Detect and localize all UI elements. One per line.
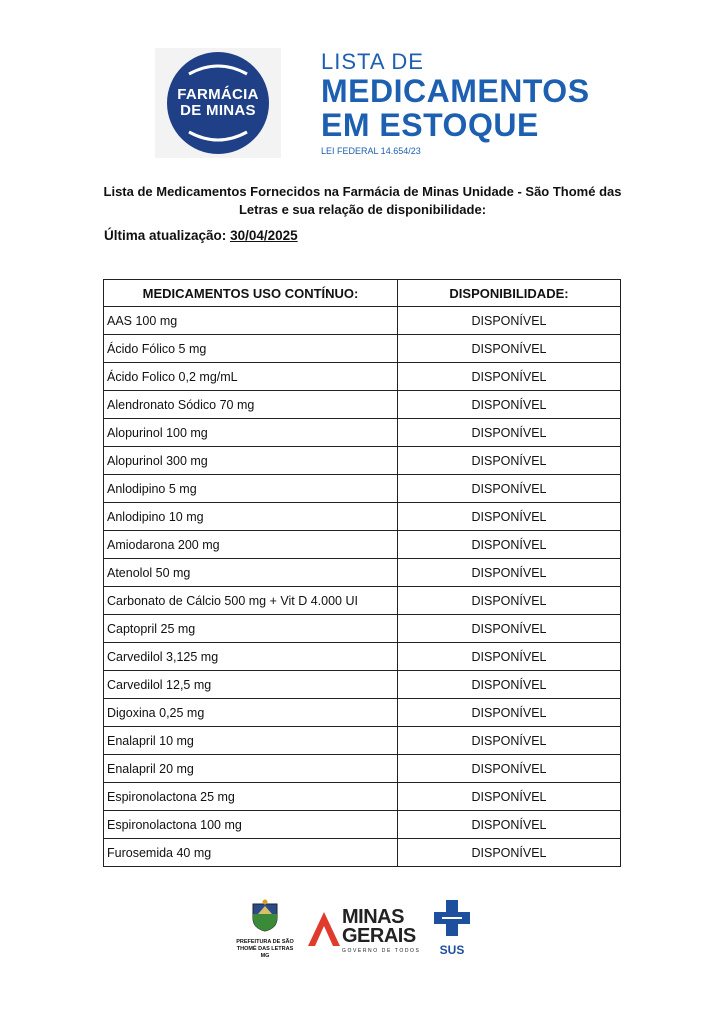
last-update <box>104 228 298 243</box>
availability-status: DISPONÍVEL <box>398 615 621 643</box>
title-line-3: EM ESTOQUE <box>321 107 539 143</box>
table-row <box>104 475 621 503</box>
law-reference: LEI FEDERAL 14.654/23 <box>321 146 421 156</box>
availability-status: DISPONÍVEL <box>398 363 621 391</box>
availability-status: DISPONÍVEL <box>398 391 621 419</box>
medication-name: Carbonato de Cálcio 500 mg + Vit D 4.000 UI <box>104 587 398 615</box>
medication-name: Anlodipino 10 mg <box>104 503 398 531</box>
prefeitura-logo <box>232 898 298 960</box>
logo-line-1: FARMÁCIA <box>177 86 259 103</box>
availability-status: DISPONÍVEL <box>398 839 621 867</box>
medication-name: Carvedilol 12,5 mg <box>104 671 398 699</box>
medication-name: Digoxina 0,25 mg <box>104 699 398 727</box>
logo-circle <box>167 52 269 154</box>
availability-status: DISPONÍVEL <box>398 811 621 839</box>
availability-status: DISPONÍVEL <box>398 531 621 559</box>
availability-status: DISPONÍVEL <box>398 503 621 531</box>
medication-name: Furosemida 40 mg <box>104 839 398 867</box>
availability-status: DISPONÍVEL <box>398 587 621 615</box>
availability-status: DISPONÍVEL <box>398 335 621 363</box>
availability-status: DISPONÍVEL <box>398 643 621 671</box>
table-row <box>104 335 621 363</box>
medication-name: Enalapril 20 mg <box>104 755 398 783</box>
table-row <box>104 755 621 783</box>
sus-logo <box>430 898 474 956</box>
last-update-date: 30/04/2025 <box>230 228 298 243</box>
availability-status: DISPONÍVEL <box>398 755 621 783</box>
prefeitura-label: PREFEITURA DE SÃO THOMÉ DAS LETRAS MG <box>236 939 294 959</box>
table-row <box>104 419 621 447</box>
availability-status: DISPONÍVEL <box>398 419 621 447</box>
title-block <box>321 50 590 156</box>
medication-name: Espironolactona 25 mg <box>104 783 398 811</box>
mg-line-2: GERAIS <box>342 925 416 947</box>
minas-gerais-triangle-icon <box>306 910 342 948</box>
table-row <box>104 447 621 475</box>
table-row <box>104 839 621 867</box>
availability-status: DISPONÍVEL <box>398 475 621 503</box>
medication-name: Atenolol 50 mg <box>104 559 398 587</box>
availability-status: DISPONÍVEL <box>398 447 621 475</box>
logo-line-2: DE MINAS <box>180 102 256 119</box>
prefeitura-crest-icon <box>248 898 282 932</box>
table-row <box>104 643 621 671</box>
column-header-medication: MEDICAMENTOS USO CONTÍNUO: <box>104 280 398 307</box>
availability-status: DISPONÍVEL <box>398 699 621 727</box>
minas-gerais-wordmark <box>342 908 416 946</box>
medication-table <box>103 279 621 867</box>
table-row <box>104 727 621 755</box>
medication-name: Alopurinol 300 mg <box>104 447 398 475</box>
sus-label: SUS <box>439 943 465 957</box>
table-row <box>104 811 621 839</box>
minas-gerais-logo <box>306 908 421 958</box>
medication-name: AAS 100 mg <box>104 307 398 335</box>
table-row <box>104 307 621 335</box>
table-row <box>104 699 621 727</box>
medication-name: Alopurinol 100 mg <box>104 419 398 447</box>
mg-tagline: GOVERNO DE TODOS <box>342 948 421 954</box>
last-update-label: Última atualização: <box>104 228 227 243</box>
table-row <box>104 671 621 699</box>
column-header-availability: DISPONIBILIDADE: <box>398 280 621 307</box>
page-header <box>155 48 625 160</box>
farmacia-de-minas-logo <box>155 48 281 158</box>
availability-status: DISPONÍVEL <box>398 727 621 755</box>
table-row <box>104 531 621 559</box>
footer-logos <box>232 898 492 960</box>
table-row <box>104 615 621 643</box>
availability-status: DISPONÍVEL <box>398 783 621 811</box>
availability-status: DISPONÍVEL <box>398 307 621 335</box>
table-row <box>104 391 621 419</box>
sus-cross-icon <box>432 898 472 938</box>
table-header-row <box>104 280 621 307</box>
medication-name: Enalapril 10 mg <box>104 727 398 755</box>
medication-name: Captopril 25 mg <box>104 615 398 643</box>
medication-name: Ácido Fólico 5 mg <box>104 335 398 363</box>
table-row <box>104 559 621 587</box>
table-row <box>104 587 621 615</box>
medication-name: Espironolactona 100 mg <box>104 811 398 839</box>
table-row <box>104 783 621 811</box>
medication-name: Ácido Folico 0,2 mg/mL <box>104 363 398 391</box>
availability-status: DISPONÍVEL <box>398 671 621 699</box>
medication-name: Anlodipino 5 mg <box>104 475 398 503</box>
title-line-1: LISTA DE <box>321 49 424 74</box>
table-row <box>104 503 621 531</box>
availability-status: DISPONÍVEL <box>398 559 621 587</box>
medication-name: Amiodarona 200 mg <box>104 531 398 559</box>
medication-name: Alendronato Sódico 70 mg <box>104 391 398 419</box>
mg-line-1: MINAS <box>342 906 404 928</box>
title-line-2: MEDICAMENTOS <box>321 73 590 109</box>
table-row <box>104 363 621 391</box>
intro-text: Lista de Medicamentos Fornecidos na Farmácia de Minas Unidade - São Thomé das Letras e sua relação de disponibilidade: <box>103 184 622 217</box>
table-body <box>104 307 621 867</box>
medication-name: Carvedilol 3,125 mg <box>104 643 398 671</box>
